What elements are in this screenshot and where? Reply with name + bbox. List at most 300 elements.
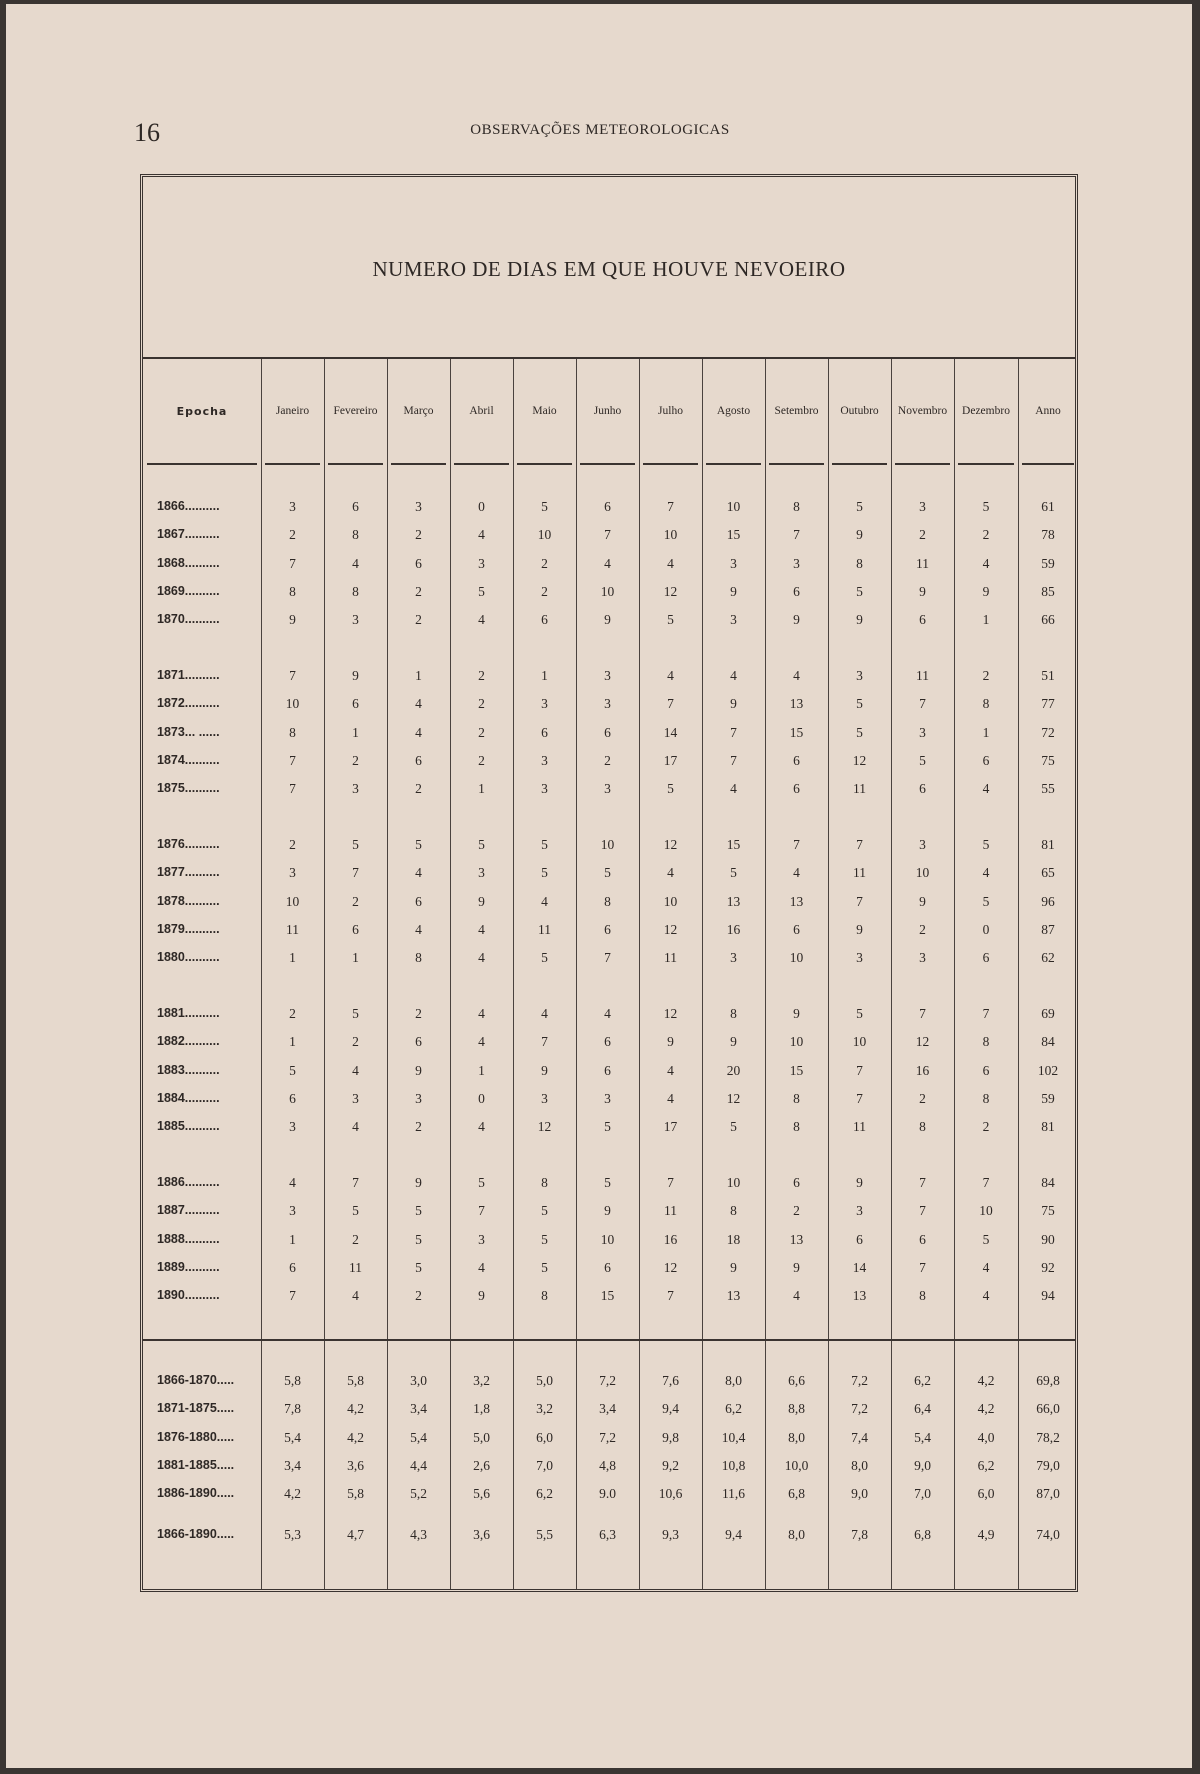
table-cell: 7	[541, 1034, 548, 1050]
table-cell: 4	[478, 950, 485, 966]
header-rule	[643, 463, 698, 465]
table-cell: 81	[1041, 837, 1055, 852]
table-cell: 7	[982, 1175, 990, 1190]
table-cell: 6	[793, 752, 800, 768]
row-label: 1887..........	[157, 1203, 220, 1218]
row-label: 1866-1870.....	[157, 1373, 235, 1387]
table-cell: 3	[289, 1119, 296, 1135]
table-cell: 8,8	[788, 1401, 805, 1417]
header-rule	[265, 463, 320, 465]
table-row	[143, 1458, 1075, 1478]
table-cell: 5	[604, 1119, 611, 1135]
column-header: Abril	[469, 405, 494, 417]
table-cell: 12	[915, 1034, 930, 1050]
table-cell: 7	[793, 837, 800, 852]
table-cell: 1,8	[473, 1401, 490, 1417]
table-cell: 8,0	[851, 1457, 868, 1473]
table-cell: 8	[289, 724, 296, 740]
table-cell: 9	[541, 1062, 548, 1078]
table-row	[143, 865, 1075, 885]
table-cell: 6	[541, 724, 548, 740]
table-cell: 78	[1041, 527, 1055, 543]
table-cell: 2	[415, 1288, 422, 1304]
row-label: 1889..........	[157, 1259, 220, 1274]
table-cell: 7	[793, 527, 800, 543]
table-cell: 8,0	[725, 1373, 742, 1388]
table-cell: 5	[982, 1231, 990, 1247]
table-cell: 7,8	[284, 1401, 301, 1417]
table-cell: 4	[352, 1288, 359, 1304]
table-cell: 5	[856, 724, 863, 740]
header-rule	[706, 463, 761, 465]
header-rule	[517, 463, 572, 465]
table-cell: 7	[289, 555, 296, 571]
table-cell: 17	[663, 752, 678, 768]
page-number: 16	[134, 118, 160, 147]
table-cell: 11	[916, 555, 929, 571]
table-cell: 6	[793, 921, 800, 937]
table-row	[143, 696, 1075, 716]
table-cell: 11	[853, 865, 866, 881]
table-cell: 15	[789, 1062, 804, 1078]
row-label: 1875..........	[157, 781, 220, 796]
table-cell: 5	[982, 499, 990, 514]
table-cell: 3	[919, 499, 926, 514]
table-cell: 2	[793, 1203, 800, 1219]
table-cell: 4	[352, 1062, 359, 1078]
table-cell: 6	[415, 893, 422, 909]
table-cell: 5	[541, 1259, 548, 1275]
table-cell: 9	[478, 1288, 485, 1304]
table-cell: 13	[789, 696, 804, 712]
table-cell: 6	[982, 752, 990, 768]
table-cell: 5,5	[536, 1527, 553, 1542]
table-cell: 4	[982, 555, 990, 571]
table-cell: 4	[982, 1259, 990, 1275]
table-cell: 59	[1041, 555, 1055, 571]
table-cell: 75	[1041, 1203, 1055, 1219]
table-cell: 10	[726, 499, 741, 514]
table-cell: 10	[915, 865, 930, 881]
table-cell: 4,2	[347, 1401, 364, 1417]
table-row	[143, 584, 1075, 604]
table-cell: 16	[915, 1062, 930, 1078]
table-cell: 5	[919, 752, 926, 768]
table-row	[143, 950, 1075, 970]
table-cell: 5	[352, 1006, 359, 1021]
table-cell: 2	[982, 1119, 990, 1135]
table-cell: 4	[667, 1090, 674, 1106]
table-cell: 9	[730, 583, 737, 599]
table-cell: 14	[852, 1259, 867, 1275]
table-cell: 3	[919, 724, 926, 740]
table-cell: 1	[289, 1034, 296, 1050]
table-cell: 10	[285, 696, 300, 712]
table-cell: 5	[856, 696, 863, 712]
table-cell: 78,2	[1036, 1429, 1060, 1445]
column-header: Maio	[532, 405, 557, 417]
table-cell: 6	[919, 781, 926, 797]
table-cell: 75	[1041, 752, 1055, 768]
table-cell: 6	[415, 555, 422, 571]
table-cell: 8	[730, 1203, 737, 1219]
table-cell: 9,0	[851, 1486, 868, 1502]
table-cell: 7,2	[851, 1401, 868, 1417]
table-cell: 16	[726, 921, 741, 937]
table-row	[143, 894, 1075, 914]
table-cell: 77	[1041, 696, 1055, 712]
table-cell: 9	[604, 1203, 611, 1219]
table-cell: 2	[982, 527, 990, 543]
table-cell: 5	[730, 1119, 737, 1135]
table-cell: 5	[541, 865, 548, 881]
table-cell: 8	[352, 583, 359, 599]
table-cell: 7,0	[536, 1457, 553, 1473]
table-cell: 10	[537, 527, 552, 543]
table-cell: 3	[478, 555, 485, 571]
table-cell: 10,8	[721, 1457, 746, 1473]
table-cell: 3,0	[410, 1373, 427, 1388]
table-cell: 2	[478, 724, 485, 740]
row-label: 1872..........	[157, 696, 220, 711]
table-cell: 9	[919, 583, 926, 599]
table-cell: 5	[541, 837, 548, 852]
table-cell: 9	[730, 696, 737, 712]
table-cell: 74,0	[1036, 1527, 1060, 1542]
table-cell: 12	[726, 1090, 741, 1106]
table-cell: 3	[478, 1231, 485, 1247]
table-cell: 2	[415, 612, 422, 628]
table-cell: 6	[856, 1231, 863, 1247]
row-label: 1870..........	[157, 612, 220, 627]
table-cell: 4	[289, 1175, 296, 1190]
table-cell: 11	[664, 950, 677, 966]
table-cell: 5	[541, 1231, 548, 1247]
table-cell: 7	[856, 893, 863, 909]
table-cell: 5	[352, 1203, 359, 1219]
table-cell: 2	[352, 1231, 359, 1247]
table-cell: 12	[663, 921, 678, 937]
row-label: 1871..........	[157, 668, 220, 682]
table-cell: 61	[1041, 499, 1055, 514]
table-cell: 12	[663, 1259, 678, 1275]
table-row	[143, 725, 1075, 745]
table-cell: 0	[478, 1090, 485, 1106]
table-cell: 16	[663, 1231, 678, 1247]
table-cell: 4	[982, 865, 990, 881]
table-cell: 4	[478, 612, 485, 628]
table-cell: 8	[541, 1288, 548, 1304]
table-cell: 69,8	[1036, 1373, 1060, 1388]
table-cell: 5	[352, 837, 359, 852]
table-cell: 5,0	[473, 1429, 490, 1445]
table-cell: 7,2	[599, 1373, 616, 1388]
table-cell: 9	[289, 612, 296, 628]
table-cell: 13	[852, 1288, 867, 1304]
table-cell: 3	[730, 950, 737, 966]
table-cell: 9	[415, 1175, 422, 1190]
table-cell: 4	[478, 1006, 485, 1021]
table-row	[143, 1203, 1075, 1223]
table-cell: 2	[352, 893, 359, 909]
table-cell: 3	[604, 781, 611, 797]
header-rule	[958, 463, 1014, 465]
table-cell: 3	[289, 865, 296, 881]
table-cell: 4	[415, 865, 422, 881]
table-cell: 2	[415, 1119, 422, 1135]
table-cell: 4,8	[599, 1457, 616, 1473]
table-cell: 3	[730, 555, 737, 571]
table-cell: 7	[667, 696, 674, 712]
table-cell: 10	[285, 893, 300, 909]
table-cell: 4	[478, 1119, 485, 1135]
table-cell: 10	[789, 1034, 804, 1050]
table-cell: 6	[982, 1062, 990, 1078]
table-cell: 6	[289, 1090, 296, 1106]
table-cell: 9	[856, 612, 863, 628]
table-cell: 10	[600, 837, 615, 852]
table-cell: 5	[730, 865, 737, 881]
table-cell: 3,2	[536, 1401, 553, 1417]
table-cell: 8	[982, 696, 990, 712]
table-cell: 3	[541, 1090, 548, 1106]
row-label: 1880..........	[157, 950, 220, 965]
table-cell: 9	[793, 1259, 800, 1275]
table-cell: 8	[919, 1119, 926, 1135]
table-cell: 2	[541, 555, 548, 571]
row-label: 1885..........	[157, 1119, 220, 1134]
table-cell: 9.0	[599, 1486, 616, 1502]
table-cell: 87,0	[1036, 1486, 1060, 1502]
table-cell: 2	[289, 837, 296, 852]
table-cell: 9,8	[662, 1429, 679, 1445]
table-cell: 7	[730, 724, 737, 740]
table-cell: 4	[730, 668, 737, 683]
table-cell: 6,4	[914, 1401, 931, 1417]
table-cell: 1	[352, 950, 359, 966]
table-cell: 3	[919, 950, 926, 966]
table-cell: 10	[979, 1203, 993, 1219]
table-row	[143, 1175, 1075, 1195]
table-cell: 7	[289, 668, 296, 683]
table-cell: 11	[286, 921, 299, 937]
table-row	[143, 1034, 1075, 1054]
table-cell: 6	[604, 921, 611, 937]
table-cell: 10	[663, 527, 678, 543]
table-cell: 90	[1041, 1231, 1055, 1247]
table-cell: 3	[478, 865, 485, 881]
header-rule	[328, 463, 383, 465]
table-cell: 8	[415, 950, 422, 966]
table-cell: 11	[664, 1203, 677, 1219]
table-cell: 7,2	[599, 1429, 616, 1445]
table-cell: 2	[919, 527, 926, 543]
table-cell: 8	[793, 1119, 800, 1135]
table-cell: 6,2	[725, 1401, 742, 1417]
table-cell: 9,0	[914, 1457, 931, 1473]
table-cell: 3,4	[599, 1401, 616, 1417]
table-cell: 7	[856, 1062, 863, 1078]
table-cell: 7	[919, 1175, 926, 1190]
table-cell: 9,3	[662, 1527, 679, 1542]
table-cell: 8	[730, 1006, 737, 1021]
table-cell: 10,0	[784, 1457, 809, 1473]
table-cell: 6	[982, 950, 990, 966]
table-cell: 4	[667, 668, 674, 683]
table-cell: 79,0	[1036, 1457, 1060, 1473]
table-cell: 6	[289, 1259, 296, 1275]
table-cell: 7,2	[851, 1373, 868, 1388]
table-cell: 3,6	[347, 1457, 364, 1473]
table-cell: 84	[1041, 1175, 1055, 1190]
table-cell: 5	[856, 1006, 863, 1021]
table-cell: 4	[730, 781, 737, 797]
table-cell: 5,8	[347, 1373, 364, 1388]
table-cell: 4	[415, 724, 422, 740]
row-label: 1867..........	[157, 527, 220, 542]
table-cell: 8	[793, 1090, 800, 1106]
table-cell: 3	[604, 696, 611, 712]
table-cell: 8	[793, 499, 800, 514]
column-header: Outubro	[840, 405, 879, 417]
document-page	[6, 4, 1192, 1768]
table-cell: 7	[667, 1288, 674, 1304]
table-cell: 5	[667, 781, 674, 797]
table-cell: 5	[415, 837, 422, 852]
table-cell: 62	[1041, 950, 1055, 966]
header-rule	[147, 463, 257, 465]
table-cell: 6,8	[788, 1486, 805, 1502]
table-cell: 6,2	[536, 1486, 553, 1502]
row-label: 1881..........	[157, 1006, 220, 1020]
table-cell: 7	[856, 1090, 863, 1106]
table-cell: 5	[541, 499, 548, 514]
table-cell: 5,4	[914, 1429, 931, 1445]
table-cell: 6,0	[536, 1429, 553, 1445]
table-cell: 4,2	[977, 1373, 995, 1388]
table-cell: 51	[1041, 668, 1055, 683]
table-cell: 2	[289, 527, 296, 543]
table-cell: 87	[1041, 921, 1055, 937]
averages-separator	[143, 1339, 1075, 1341]
table-cell: 4	[793, 1288, 800, 1304]
table-cell: 9	[793, 612, 800, 628]
table-cell: 9	[856, 527, 863, 543]
table-cell: 9	[352, 668, 359, 683]
table-cell: 7	[289, 1288, 296, 1304]
table-cell: 9	[856, 1175, 863, 1190]
table-cell: 4,7	[347, 1527, 364, 1542]
header-rule	[832, 463, 887, 465]
table-cell: 3	[352, 1090, 359, 1106]
table-cell: 11	[916, 668, 929, 683]
table-cell: 4	[667, 865, 674, 881]
table-cell: 4,2	[347, 1429, 364, 1445]
table-cell: 10	[726, 1175, 741, 1190]
table-cell: 1	[415, 668, 422, 683]
table-cell: 59	[1041, 1090, 1055, 1106]
table-cell: 6	[793, 781, 800, 797]
table-cell: 2	[415, 583, 422, 599]
table-cell: 6	[604, 1259, 611, 1275]
table-cell: 4	[352, 1119, 359, 1135]
row-label: 1868..........	[157, 555, 220, 570]
table-cell: 5	[856, 583, 863, 599]
table-cell: 0	[478, 499, 485, 514]
table-cell: 4	[478, 921, 485, 937]
table-cell: 5,6	[473, 1486, 490, 1502]
table-cell: 4	[415, 921, 422, 937]
table-cell: 4	[982, 781, 990, 797]
table-cell: 3	[289, 499, 296, 514]
table-cell: 55	[1041, 781, 1055, 797]
table-row	[143, 837, 1075, 857]
table-cell: 4	[415, 696, 422, 712]
table-cell: 4	[541, 893, 548, 909]
table-cell: 7	[667, 499, 674, 514]
table-cell: 9	[730, 1259, 737, 1275]
table-cell: 69	[1041, 1006, 1055, 1021]
table-cell: 6	[604, 724, 611, 740]
table-cell: 5	[415, 1259, 422, 1275]
table-cell: 3	[730, 612, 737, 628]
row-label: 1890..........	[157, 1288, 220, 1303]
table-cell: 1	[982, 612, 990, 628]
table-cell: 6	[604, 1034, 611, 1050]
table-cell: 2	[289, 1006, 296, 1021]
header-rule	[580, 463, 635, 465]
column-header: Anno	[1035, 405, 1061, 417]
table-cell: 4,9	[977, 1527, 995, 1542]
table-cell: 17	[663, 1119, 678, 1135]
table-cell: 3	[856, 668, 863, 683]
table-cell: 6,8	[914, 1527, 931, 1542]
table-cell: 1	[541, 668, 548, 683]
table-row	[143, 1232, 1075, 1252]
table-cell: 2	[982, 668, 990, 683]
table-cell: 3	[352, 781, 359, 797]
table-cell: 4	[667, 1062, 674, 1078]
table-row	[143, 1527, 1075, 1547]
table-cell: 5,3	[284, 1527, 301, 1542]
table-cell: 6	[604, 499, 611, 514]
table-cell: 8	[541, 1175, 548, 1190]
table-cell: 7,4	[851, 1429, 868, 1445]
header-rule	[391, 463, 446, 465]
table-cell: 2	[604, 752, 611, 768]
column-header: Junho	[593, 405, 622, 417]
table-cell: 14	[663, 724, 678, 740]
table-cell: 11	[538, 921, 551, 937]
table-cell: 7	[352, 1175, 359, 1190]
table-cell: 84	[1041, 1034, 1055, 1050]
table-cell: 7	[667, 1175, 674, 1190]
column-header: Março	[403, 405, 434, 417]
row-label: 1866..........	[157, 499, 220, 513]
table-cell: 66,0	[1036, 1401, 1060, 1417]
table-cell: 11	[349, 1259, 362, 1275]
table-row	[143, 1288, 1075, 1308]
table-cell: 81	[1041, 1119, 1055, 1135]
table-cell: 2,6	[473, 1457, 490, 1473]
table-cell: 5,8	[347, 1486, 364, 1502]
table-cell: 7	[919, 1259, 926, 1275]
header-rule	[769, 463, 824, 465]
table-cell: 4,2	[284, 1486, 301, 1502]
table-cell: 1	[289, 1231, 296, 1247]
column-header: Dezembro	[962, 405, 1010, 417]
table-cell: 7,6	[662, 1373, 679, 1388]
